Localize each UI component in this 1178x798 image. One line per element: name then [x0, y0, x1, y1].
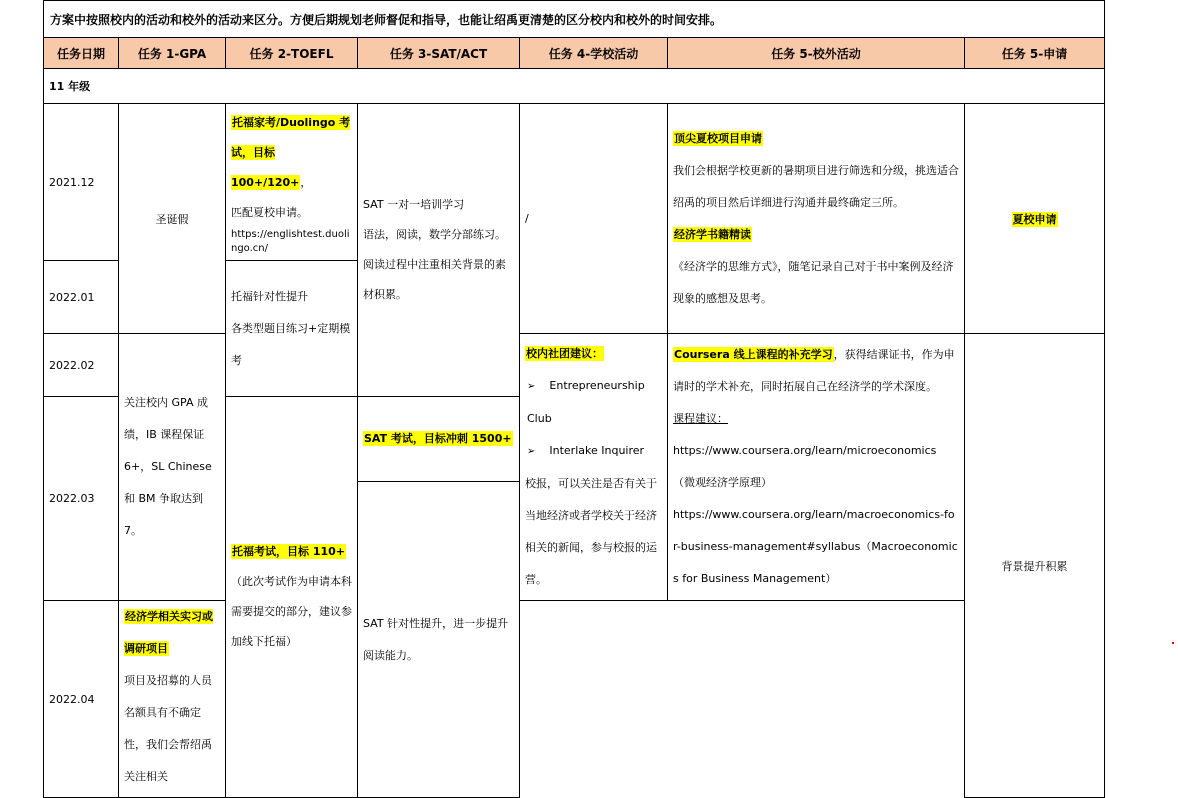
club-highlight: 校内社团建议：: [526, 347, 603, 360]
plan-table: [43, 0, 1105, 798]
summer-highlight: 顶尖夏校项目申请: [674, 131, 762, 145]
intro-row: [44, 1, 1105, 38]
grade-row: [44, 69, 1105, 104]
toefl-exam1-highlight: 托福家考/Duolingo 考试，目标 100+/120+: [231, 116, 351, 189]
course-url-1[interactable]: https://www.coursera.org/learn/microeconomics: [673, 444, 937, 457]
course-url-2: [673, 499, 959, 595]
gpa-focus: 关注校内 GPA 成绩，IB 课程保证 6+，SL Chinese 和 BM 争取达到 7。: [119, 334, 226, 601]
header-school: 任务 4-学校活动: [520, 38, 668, 69]
date-2022-04: 2022.04: [44, 601, 119, 798]
date-2022-01: 2022.01: [44, 261, 119, 334]
club-item-2: ➢ Interlake Inquirer: [527, 444, 645, 457]
apply-background: 背景提升积累: [965, 334, 1105, 798]
school-clubs: [520, 334, 668, 601]
coursera-text: ，获得结课证书，作为申请时的学术补充，同时拓展自己在经济学的学术深度。: [673, 348, 955, 393]
toefl-improve: [226, 261, 358, 397]
coursera-highlight: Coursera 线上课程的补充学习: [674, 348, 833, 361]
sat-line1: SAT 一对一培训学习: [363, 198, 465, 211]
sat-line2: 语法，阅读，数学分部练习。: [363, 228, 506, 241]
course-url-1-note: （微观经济学原理）: [673, 476, 772, 489]
table-row: [44, 601, 1105, 798]
header-outside: 任务 5-校外活动: [668, 38, 965, 69]
school-paper: 校报，可以关注是否有关于当地经济或者学校关于经济相关的新闻，参与校报的运营。: [525, 477, 657, 586]
apply-summer-highlight: 夏校申请: [1012, 212, 1057, 226]
sat-line3: 阅读过程中注重相关背景的素材积累。: [363, 258, 506, 301]
outside-summer-book: [668, 104, 965, 334]
toefl-improve-line2: 各类型题目练习+定期模考: [231, 321, 351, 367]
date-2021-12: 2021.12: [44, 104, 119, 261]
book-highlight: 经济学书籍精读: [674, 227, 751, 241]
toefl-exam1-url: https://englishtest.duolingo.cn/: [231, 229, 350, 254]
apply-summer: [965, 104, 1105, 334]
school-slash: /: [520, 104, 668, 334]
table-row: [44, 104, 1105, 261]
table-row: [44, 334, 1105, 397]
header-apply: 任务 5-申请: [965, 38, 1105, 69]
header-gpa: 任务 1-GPA: [119, 38, 226, 69]
arrow-bullet-icon: ➢: [527, 381, 536, 392]
intern-text: 项目及招募的人员名额具有不确定性，我们会帮绍禹关注相关: [124, 674, 212, 783]
toefl-exam2-highlight: 托福考试，目标 110+: [232, 545, 346, 558]
toefl-exam1-tail: ，: [300, 176, 312, 189]
intern-highlight: 经济学相关实习或调研项目: [124, 610, 213, 655]
toefl-exam2: [226, 397, 358, 798]
date-2022-02: 2022.02: [44, 334, 119, 397]
sat-improve: SAT 针对性提升，进一步提升阅读能力。: [358, 482, 520, 798]
book-text: 《经济学的思维方式》，随笔记录自己对于书中案例及经济现象的感想及思考。: [673, 259, 954, 305]
sat-training: [358, 104, 520, 397]
header-row: [44, 38, 1105, 69]
toefl-improve-line1: 托福针对性提升: [231, 289, 308, 303]
header-date: 任务日期: [44, 38, 119, 69]
club-item-1: ➢ Entrepreneurship Club: [527, 379, 645, 425]
outside-intern: [119, 601, 226, 798]
arrow-bullet-icon: ➢: [527, 446, 536, 457]
course-url-2-link[interactable]: https://www.coursera.org/learn/macroeconomics-for-business-management#syllabus: [673, 508, 955, 553]
sat-exam-highlight: SAT 考试，目标冲刺 1500+: [364, 432, 512, 445]
sat-exam: [358, 397, 520, 482]
gpa-holiday: 圣诞假: [119, 104, 226, 334]
course-url-2-note: （Macroeconomics for Business Management）: [673, 540, 958, 585]
header-sat: 任务 3-SAT/ACT: [358, 38, 520, 69]
toefl-exam1: [226, 104, 358, 261]
toefl-exam2-note: （此次考试作为申请本科需要提交的部分，建议参加线下托福）: [231, 575, 352, 648]
header-toefl: 任务 2-TOEFL: [226, 38, 358, 69]
toefl-exam1-line2: 匹配夏校申请。: [231, 206, 308, 219]
outside-coursera: [668, 334, 965, 601]
course-label: 课程建议：: [673, 412, 728, 425]
page-marker: [1172, 642, 1174, 644]
intro-text: 方案中按照校内的活动和校外的活动来区分。方便后期规划老师督促和指导，也能让绍禹更清楚的区分校内和校外的时间安排。: [44, 1, 1105, 38]
date-2022-03: 2022.03: [44, 397, 119, 601]
grade-label: 11 年级: [44, 69, 1105, 104]
summer-text: 我们会根据学校更新的暑期项目进行筛选和分级，挑选适合绍禹的项目然后详细进行沟通并最终确定三所。: [673, 163, 959, 209]
